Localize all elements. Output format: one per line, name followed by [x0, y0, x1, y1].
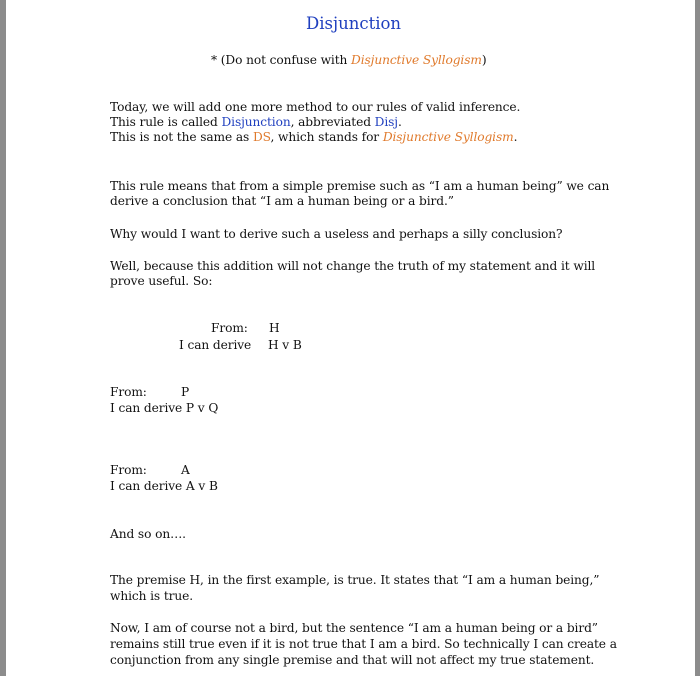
example3-derive: I can derive A v B	[110, 479, 218, 493]
intro-line-3	[110, 130, 517, 145]
example1-derive-value: H v B	[268, 338, 302, 352]
para4-line-1: The premise H, in the first example, is true. It states that “I am a human being,”	[110, 573, 600, 587]
para4-line-2: which is true.	[110, 589, 194, 603]
note-line	[211, 53, 486, 68]
example2-from-value: P	[181, 385, 190, 399]
example1-from-value: H	[269, 321, 280, 335]
disjunctive-syllogism-link-2: Disjunctive Syllogism	[382, 130, 514, 144]
note-prefix: * (Do not confuse with	[211, 53, 352, 67]
para5-line-1: Now, I am of course not a bird, but the sentence “I am a human being or a bird”	[110, 621, 598, 635]
note-suffix: )	[481, 53, 487, 67]
disjunction-term: Disjunction	[221, 115, 291, 129]
example2-derive: I can derive P v Q	[110, 401, 219, 415]
example3-from-label: From:	[110, 463, 147, 477]
and-so-on: And so on….	[110, 527, 186, 541]
para2: Why would I want to derive such a useless and perhaps a silly conclusion?	[110, 227, 563, 241]
example2-from-label: From:	[110, 385, 147, 399]
para5-line-2: remains still true even if it is not true that I am a bird. So technically I can create a	[110, 637, 617, 651]
example3-from-value: A	[181, 463, 190, 477]
example1-from-label: From:	[211, 321, 248, 335]
ds-abbreviation: DS	[252, 130, 271, 144]
example1-derive-label: I can derive	[179, 338, 252, 352]
para3-line-2: prove useful. So:	[110, 274, 213, 288]
para5-line-3: conjunction from any single premise and that will not affect my true statement.	[110, 653, 595, 667]
intro-line-2-end: .	[397, 115, 402, 129]
document-page	[6, 0, 695, 676]
disj-abbreviation: Disj	[374, 115, 398, 129]
page-title: Disjunction	[306, 14, 402, 33]
intro-line-2-mid: , abbreviated	[290, 115, 375, 129]
intro-line-1: Today, we will add one more method to our rules of valid inference.	[110, 100, 521, 114]
para1-line-1: This rule means that from a simple premise such as “I am a human being” we can	[110, 179, 610, 193]
intro-line-2-prefix: This rule is called	[110, 115, 222, 129]
intro-line-2	[110, 115, 402, 130]
intro-line-3-end: .	[513, 130, 518, 144]
intro-line-3-prefix: This is not the same as	[110, 130, 253, 144]
para3-line-1: Well, because this addition will not change the truth of my statement and it will	[110, 259, 596, 273]
disjunctive-syllogism-link: Disjunctive Syllogism	[351, 53, 482, 67]
para1-line-2: derive a conclusion that “I am a human being or a bird.”	[110, 194, 454, 208]
intro-line-3-mid: , which stands for	[270, 130, 383, 144]
